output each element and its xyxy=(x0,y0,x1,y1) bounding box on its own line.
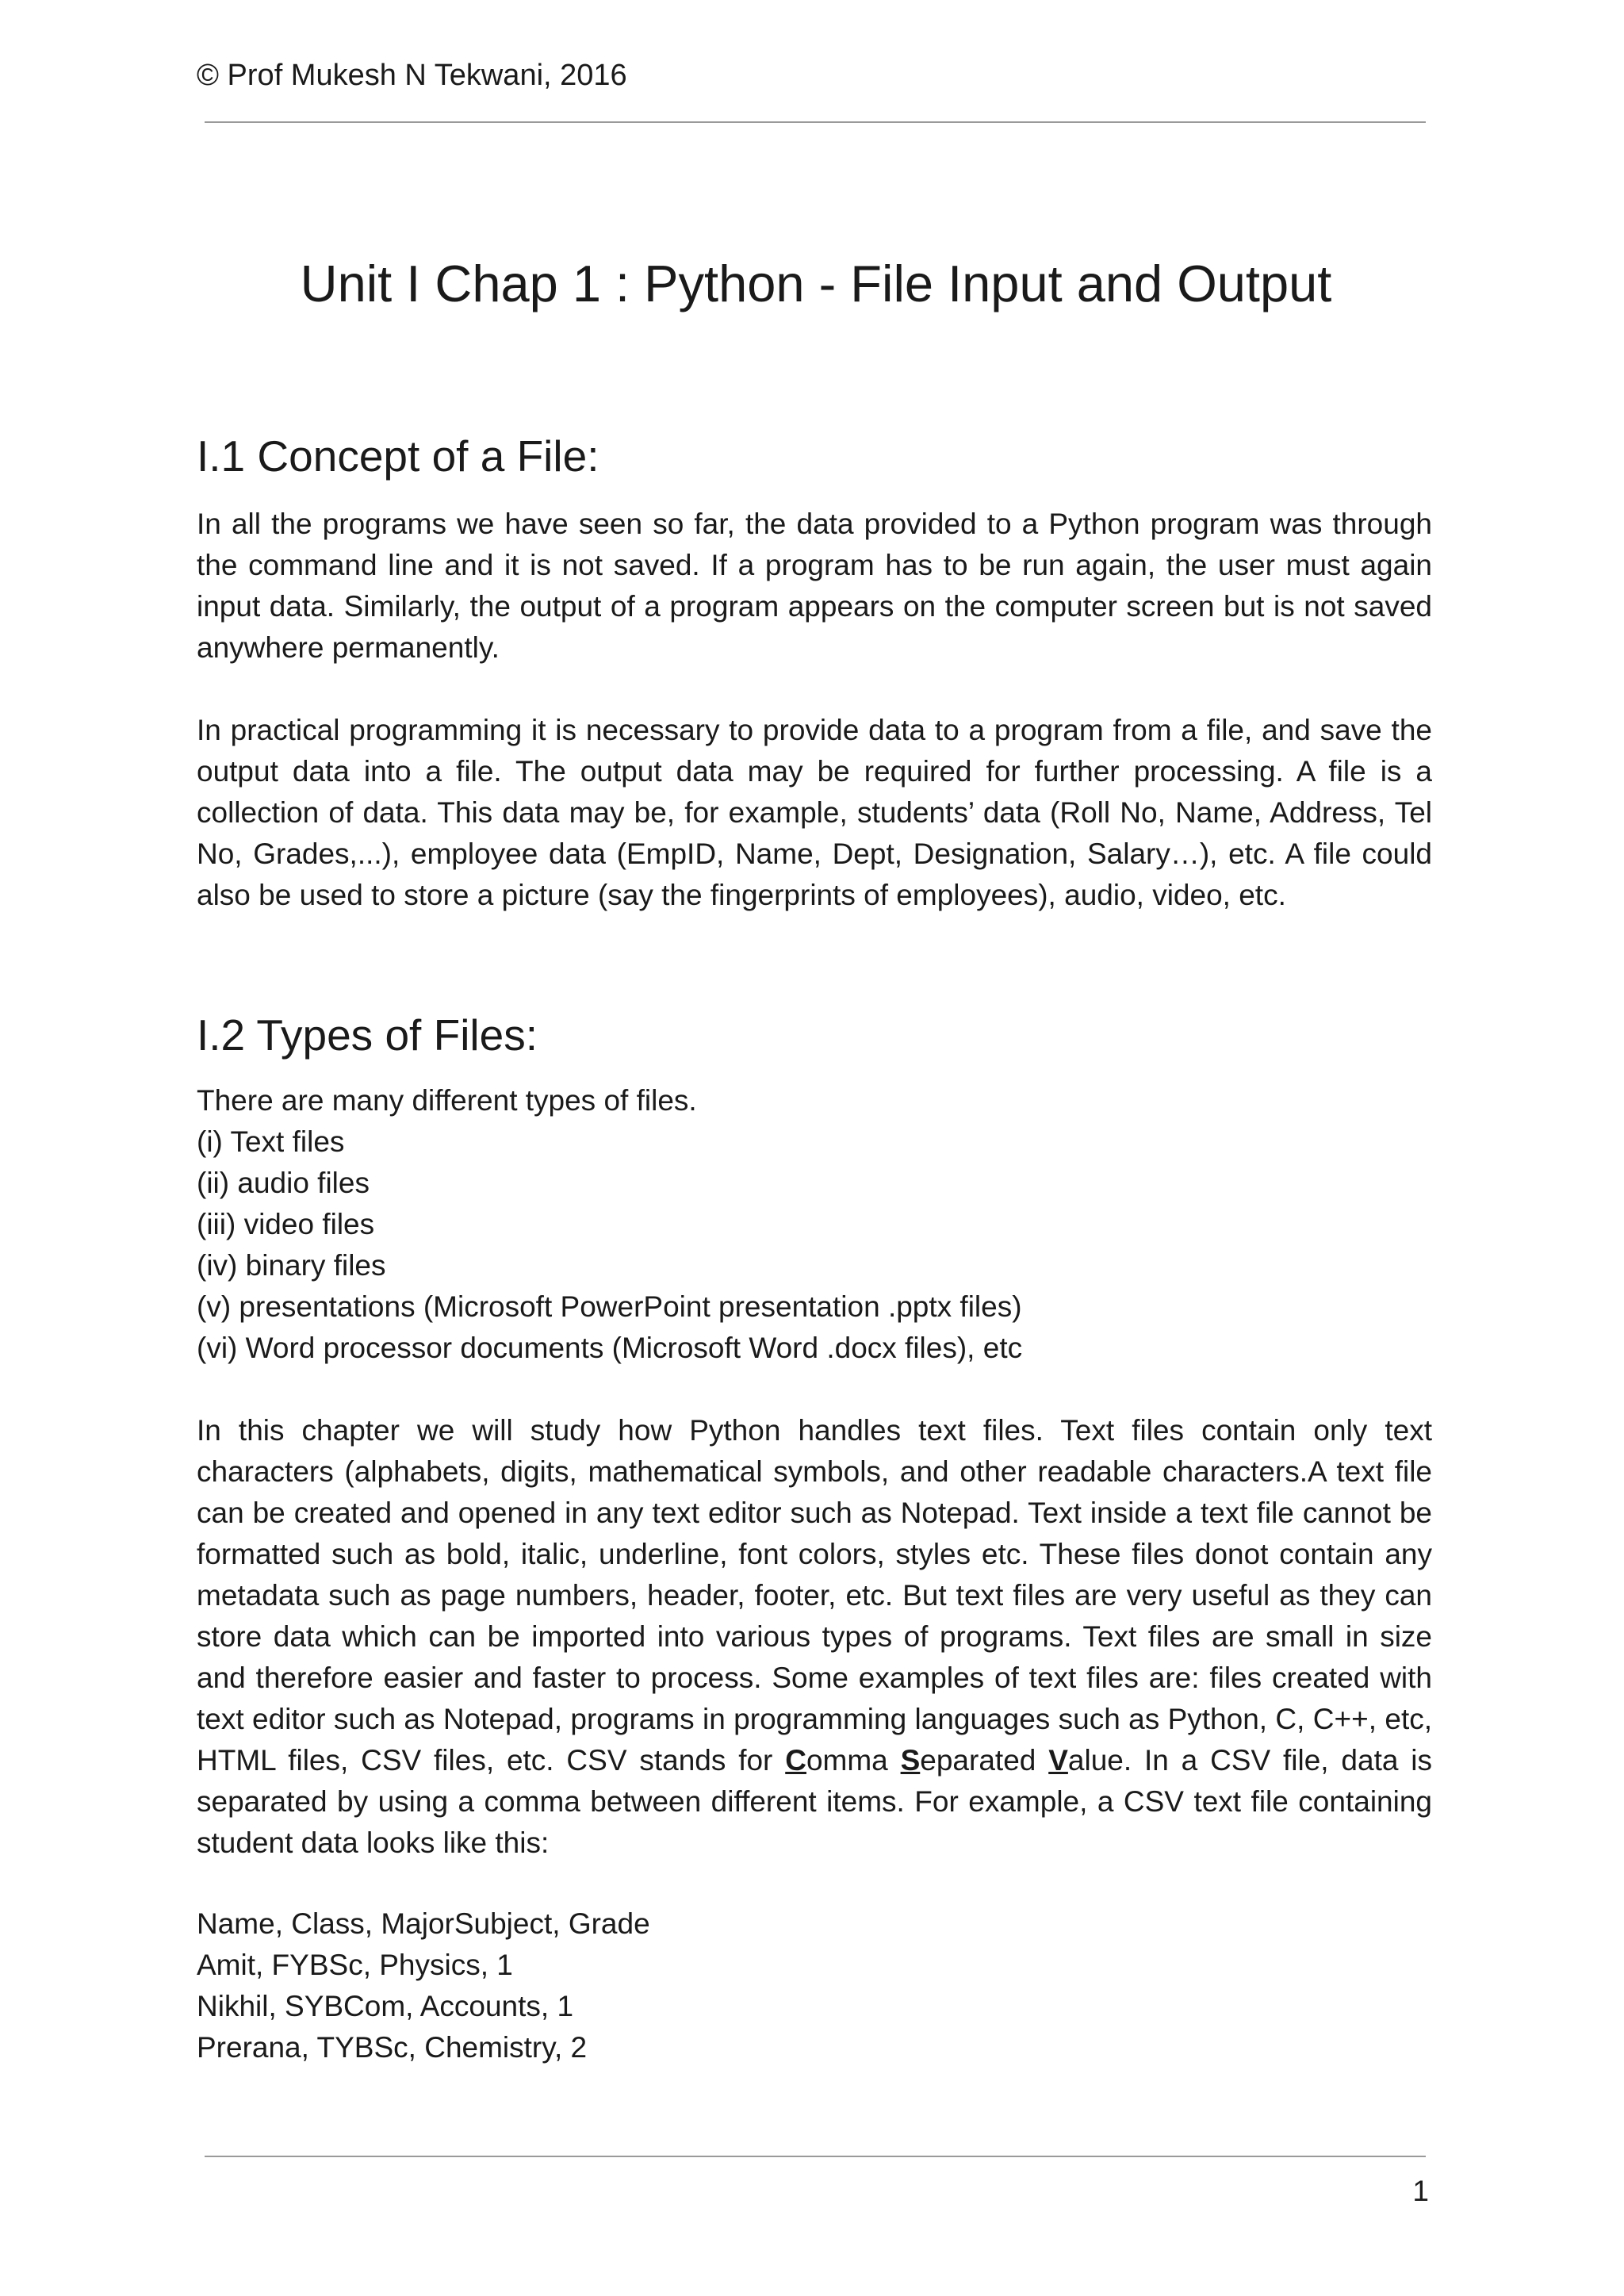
page-number: 1 xyxy=(1412,2175,1429,2207)
csv-line: Nikhil, SYBCom, Accounts, 1 xyxy=(197,1990,574,2022)
csv-letter-s: S xyxy=(900,1744,921,1777)
footer-divider xyxy=(205,2156,1426,2157)
csv-word-eparated: eparated xyxy=(920,1744,1049,1777)
section-heading-concept: I.1 Concept of a File: xyxy=(197,431,599,481)
text-files-body: In this chapter we will study how Python handles text files. Text files contain only text characters (alphabets, digits, mathematical symbols, and other readable characters.A text file can be created and opened in any text editor such as Notepad. Text inside a text file cannot be formatted such as bold, italic, underline, font colors, styles etc. These files donot contain any metadata such as page numbers, header, footer, etc. But text files are very useful as they can store data which can be imported into various types of programs. Text files are small in size and therefore easier and faster to process. Some examples of text files are: files created with text editor such as Notepad, programs in programming languages such as Python, C, C++, etc, HTML files, CSV files, etc. CSV stands for xyxy=(197,1414,1432,1777)
paragraph-concept-1: In all the programs we have seen so far, the data provided to a Python program was through the command line and it is not saved. If a program has to be run again, the user must again input data. Similarly, the output of a program appears on the computer screen but is not saved anywhere permanently. xyxy=(197,508,1432,664)
paragraph-types-intro: There are many different types of files. xyxy=(197,1084,697,1117)
csv-line: Name, Class, MajorSubject, Grade xyxy=(197,1907,650,1940)
csv-letter-v: V xyxy=(1048,1744,1068,1777)
file-types-list xyxy=(197,1121,1022,1369)
list-item: (iv) binary files xyxy=(197,1249,386,1282)
csv-explanation: alue. In a CSV file, data is separated by using a comma between different items. For example, a CSV text file containing student data looks like this: xyxy=(197,1744,1432,1859)
page-title: Unit I Chap 1 : Python - File Input and Output xyxy=(300,255,1332,312)
csv-example-block xyxy=(197,1903,650,2068)
list-item: (i) Text files xyxy=(197,1125,345,1158)
csv-word-omma: omma xyxy=(806,1744,901,1777)
csv-line: Amit, FYBSc, Physics, 1 xyxy=(197,1949,513,1981)
list-item: (iii) video files xyxy=(197,1208,375,1240)
csv-line: Prerana, TYBSc, Chemistry, 2 xyxy=(197,2031,588,2064)
paragraph-concept-2: In practical programming it is necessary to provide data to a program from a file, and save the output data into a file. The output data may be required for further processing. A file is a collection of data. This data may be, for example, students’ data (Roll No, Name, Address, Tel No, Grades,...), employee data (EmpID, Name, Dept, Designation, Salary…), etc. A file could also be used to store a picture (say the fingerprints of employees), audio, video, etc. xyxy=(197,714,1432,911)
list-item: (ii) audio files xyxy=(197,1167,370,1199)
paragraph-text-files xyxy=(197,1410,1432,1864)
header-divider xyxy=(205,121,1426,123)
csv-letter-c: C xyxy=(785,1744,806,1777)
list-item: (v) presentations (Microsoft PowerPoint presentation .pptx files) xyxy=(197,1290,1022,1323)
list-item: (vi) Word processor documents (Microsoft Word .docx files), etc xyxy=(197,1332,1023,1364)
section-heading-types: I.2 Types of Files: xyxy=(197,1010,538,1060)
header-copyright: © Prof Mukesh N Tekwani, 2016 xyxy=(197,59,627,92)
